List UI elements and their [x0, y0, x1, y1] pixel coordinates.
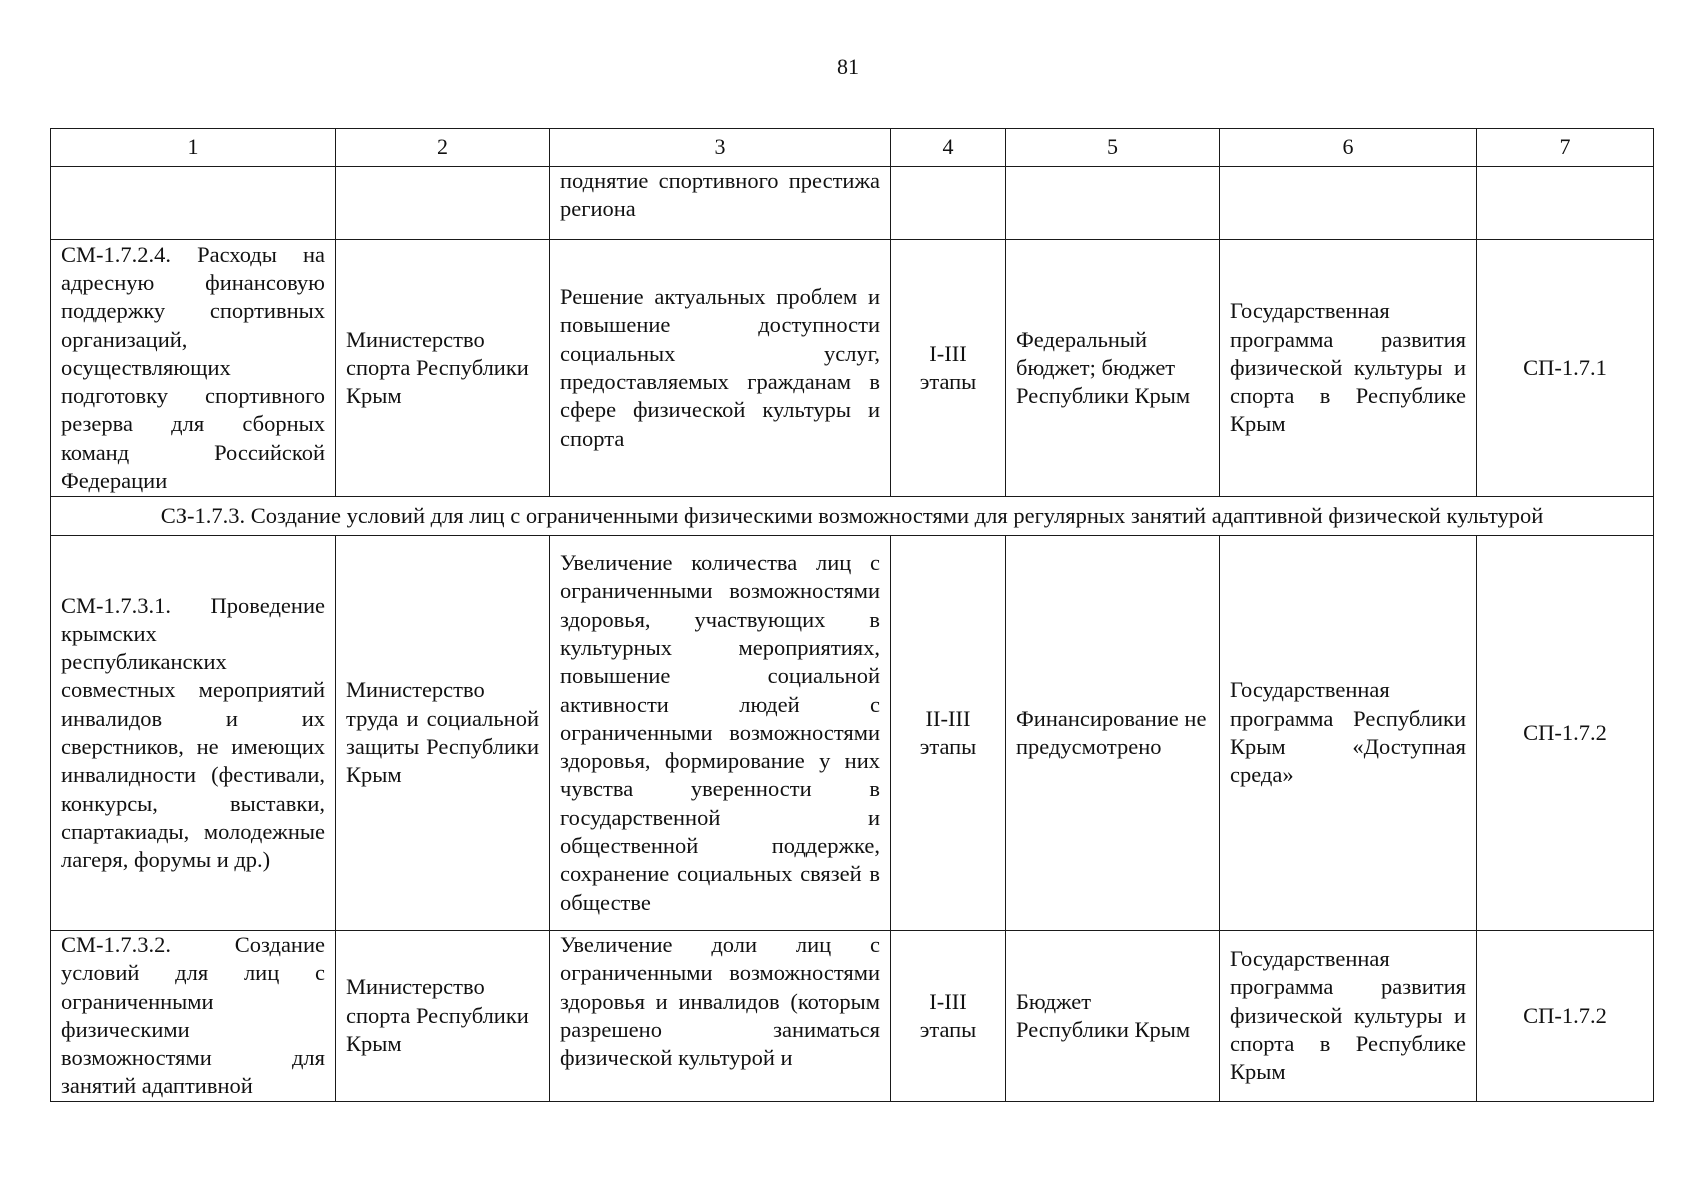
column-header: 2: [336, 129, 550, 167]
page-number: 81: [837, 54, 859, 79]
result-cell: Увеличение количества лиц с ограниченными возможностями здоровья, участвующих в культурных мероприятиях, повышение социальной активности людей с ограниченными возможностями здоровья, формирование у них чувства уверенности в государственной и общественной поддержке, сохранение социальных связей в обществе: [550, 536, 891, 931]
executor-cell: [336, 167, 550, 240]
program-cell: Государственная программа развития физической культуры и спорта в Республике Крым: [1220, 931, 1477, 1102]
column-header: 3: [550, 129, 891, 167]
column-header: 1: [51, 129, 336, 167]
column-header: 6: [1220, 129, 1477, 167]
program-cell: Государственная программа Республики Крым «Доступная среда»: [1220, 536, 1477, 931]
section-title: СЗ-1.7.3. Создание условий для лиц с ограниченными физическими возможностями для регулярных занятий адаптивной физической культурой: [51, 497, 1654, 536]
section-row: [51, 497, 1654, 536]
funding-cell: Федеральный бюджет; бюджет Республики Крым: [1006, 240, 1220, 497]
column-header: 7: [1477, 129, 1654, 167]
table-header-row: [51, 129, 1654, 167]
column-header: 4: [891, 129, 1006, 167]
code-cell: СП-1.7.1: [1477, 240, 1654, 497]
funding-cell: [1006, 167, 1220, 240]
measure-cell: [51, 167, 336, 240]
result-cell: поднятие спортивного престижа региона: [550, 167, 891, 240]
executor-cell: Министерство спорта Республики Крым: [336, 931, 550, 1102]
funding-cell: Финансирование не предусмотрено: [1006, 536, 1220, 931]
program-table: [50, 128, 1654, 1102]
stage-cell: II-III этапы: [891, 536, 1006, 931]
program-cell: [1220, 167, 1477, 240]
table-row: [51, 240, 1654, 497]
measure-cell: СМ-1.7.3.1. Проведение крымских республиканских совместных мероприятий инвалидов и их сверстников, не имеющих инвалидности (фестивали, конкурсы, выставки, спартакиады, молодежные лагеря, форумы и др.): [51, 536, 336, 931]
funding-cell: Бюджет Республики Крым: [1006, 931, 1220, 1102]
measure-cell: СМ-1.7.3.2. Создание условий для лиц с ограниченными физическими возможностями для занятий адаптивной: [51, 931, 336, 1102]
column-header: 5: [1006, 129, 1220, 167]
executor-cell: Министерство труда и социальной защиты Республики Крым: [336, 536, 550, 931]
stage-cell: I-III этапы: [891, 931, 1006, 1102]
program-cell: Государственная программа развития физической культуры и спорта в Республике Крым: [1220, 240, 1477, 497]
result-cell: Увеличение доли лиц с ограниченными возможностями здоровья и инвалидов (которым разрешено заниматься физической культурой и: [550, 931, 891, 1102]
measure-cell: СМ-1.7.2.4. Расходы на адресную финансовую поддержку спортивных организаций, осуществляющих подготовку спортивного резерва для сборных команд Российской Федерации: [51, 240, 336, 497]
stage-cell: [891, 167, 1006, 240]
executor-cell: Министерство спорта Республики Крым: [336, 240, 550, 497]
table-row: [51, 167, 1654, 240]
stage-cell: I-III этапы: [891, 240, 1006, 497]
code-cell: [1477, 167, 1654, 240]
code-cell: СП-1.7.2: [1477, 536, 1654, 931]
table-row: [51, 931, 1654, 1102]
table-row: [51, 536, 1654, 931]
result-cell: Решение актуальных проблем и повышение доступности социальных услуг, предоставляемых гражданам в сфере физической культуры и спорта: [550, 240, 891, 497]
code-cell: СП-1.7.2: [1477, 931, 1654, 1102]
